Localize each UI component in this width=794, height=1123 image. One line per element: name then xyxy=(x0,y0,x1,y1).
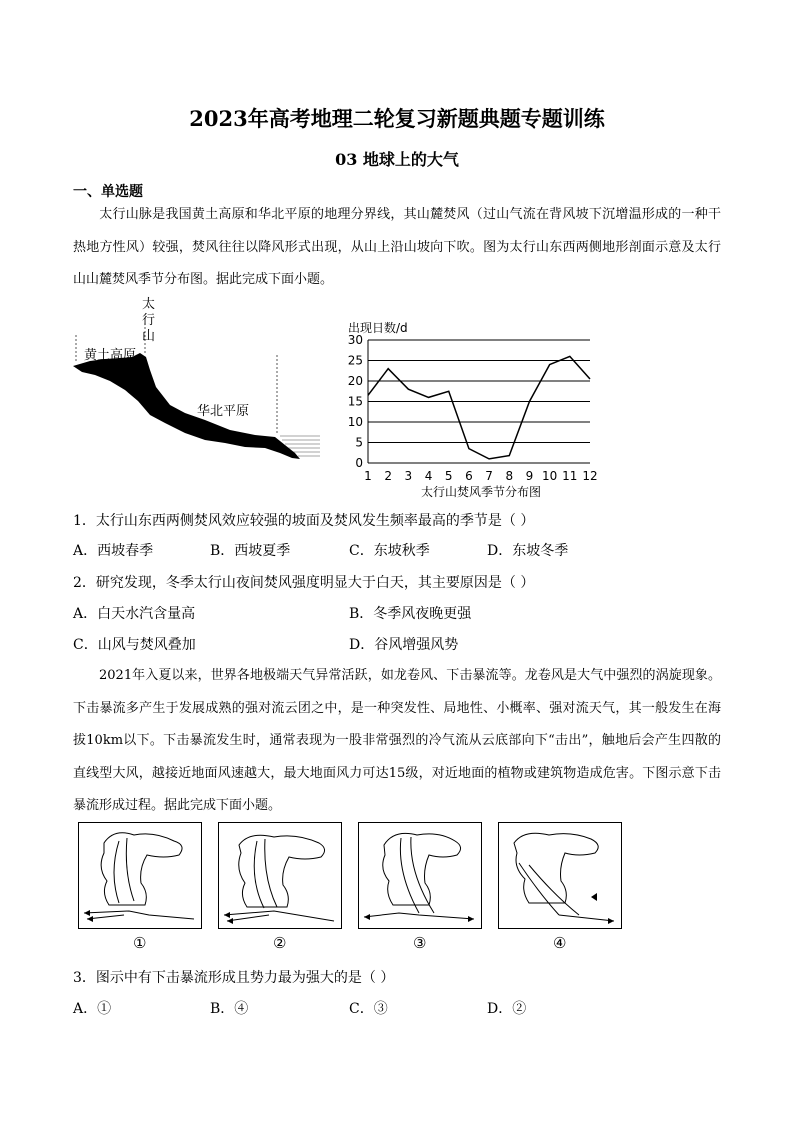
cloud-sketch-2 xyxy=(219,823,341,928)
chart-x-ticks xyxy=(364,469,597,483)
passage-downburst xyxy=(73,660,721,823)
chart-x-tick-label: 6 xyxy=(465,469,473,483)
downburst-panel-2 xyxy=(218,822,342,929)
chart-y-tick-label: 5 xyxy=(355,435,363,450)
panel-label-1: ① xyxy=(133,934,147,952)
chart-y-tick-label: 10 xyxy=(347,415,363,429)
page-subtitle: 03 地球上的大气 xyxy=(335,150,459,169)
chart-x-tick-label: 2 xyxy=(384,469,393,483)
q3-option-d[interactable]: D．② xyxy=(487,1001,527,1017)
section-heading: 一、单选题 xyxy=(73,184,143,200)
panel-label-3: ③ xyxy=(413,934,427,952)
q3-option-b[interactable]: B．④ xyxy=(210,1001,249,1017)
panel-label-2: ② xyxy=(273,934,287,952)
terrain-profile-diagram xyxy=(70,295,330,465)
chart-grid xyxy=(368,340,590,463)
question-1-stem: 1．太行山东西两侧焚风效应较强的坡面及焚风发生频率最高的季节是（ ） xyxy=(73,513,535,529)
cloud-sketch-4 xyxy=(499,823,621,928)
chart-y-ticks xyxy=(348,333,363,470)
label-shan: 山 xyxy=(142,329,156,344)
question-2-stem: 2．研究发现，冬季太行山夜间焚风强度明显大于白天，其主要原因是（ ） xyxy=(73,575,535,591)
chart-x-tick-label: 5 xyxy=(444,469,453,483)
chart-x-tick-label: 11 xyxy=(562,469,578,483)
chart-x-tick-label: 1 xyxy=(364,469,372,483)
q3-option-a[interactable]: A．① xyxy=(73,1001,112,1017)
chart-x-tick-label: 10 xyxy=(541,469,558,483)
downburst-panel-1 xyxy=(78,822,202,929)
chart-y-tick-label: 0 xyxy=(355,456,363,470)
chart-y-tick-label: 20 xyxy=(347,374,363,388)
chart-x-tick-label: 9 xyxy=(525,469,534,483)
q1-option-b[interactable]: B．西坡夏季 xyxy=(210,543,291,559)
chart-ylabel: 出现日数/d xyxy=(348,321,408,335)
chart-title: 太行山焚风季节分布图 xyxy=(420,485,542,499)
foehn-season-chart xyxy=(340,318,610,503)
chart-x-tick-label: 4 xyxy=(424,469,433,483)
chart-x-tick-label: 3 xyxy=(404,469,413,483)
downburst-figure xyxy=(78,822,623,957)
question-3-stem: 3．图示中有下击暴流形成且势力最为强大的是（ ） xyxy=(73,970,395,986)
q1-option-c[interactable]: C．东坡秋季 xyxy=(349,543,430,559)
q3-option-c[interactable]: C．③ xyxy=(349,1001,388,1017)
label-tai: 太 xyxy=(142,297,156,312)
q2-option-b[interactable]: B．冬季风夜晚更强 xyxy=(349,606,472,622)
downburst-panel-4 xyxy=(498,822,622,929)
chart-x-tick-label: 7 xyxy=(485,469,493,483)
chart-y-tick-label: 15 xyxy=(347,394,363,409)
chart-series-line xyxy=(368,356,590,459)
label-north-china-plain: 华北平原 xyxy=(197,404,250,419)
cloud-sketch-3 xyxy=(359,823,481,928)
q1-option-d[interactable]: D．东坡冬季 xyxy=(487,543,569,559)
q2-option-c[interactable]: C．山风与焚风叠加 xyxy=(73,637,196,653)
page-title: 2023年高考地理二轮复习新题典题专题训练 xyxy=(189,106,605,131)
chart-y-tick-label: 25 xyxy=(347,353,363,368)
q1-option-a[interactable]: A．西坡春季 xyxy=(73,543,154,559)
passage-taihang-text: 太行山脉是我国黄土高原和华北平原的地理分界线，其山麓焚风（过山气流在背风坡下沉增温形成的一种干热地方性风）较强，焚风往往以降风形式出现，从山上沿山坡向下吹。图为太行山东西两侧地形剖面示意及太行山山麓焚风季节分布图。据此完成下面小题。 xyxy=(73,207,721,287)
cloud-sketch-1 xyxy=(79,823,201,928)
label-loess-plateau: 黄土高原 xyxy=(84,348,137,363)
q2-option-a[interactable]: A．白天水汽含量高 xyxy=(73,606,196,622)
chart-x-tick-label: 8 xyxy=(505,469,514,483)
chart-x-tick-label: 12 xyxy=(582,469,598,483)
passage-downburst-text: 2021年入夏以来，世界各地极端天气异常活跃，如龙卷风、下击暴流等。龙卷风是大气中强烈的涡旋现象。下击暴流多产生于发展成熟的强对流云团之中，是一种突发性、局地性、小概率、强对流天气，其一般发生在海拔10km以下。下击暴流发生时，通常表现为一股非常强烈的冷气流从云底部向下“击出”，触地后会产生四散的直线型大风，越接近地面风速越大，最大地面风力可达15级，对近地面的植物或建筑物造成危害。下图示意下击暴流形成过程。据此完成下面小题。 xyxy=(73,668,721,813)
passage-taihang xyxy=(73,199,721,297)
mountain-silhouette xyxy=(73,353,300,459)
label-hang: 行 xyxy=(142,313,156,328)
chart-y-tick-label: 30 xyxy=(347,333,363,347)
panel-label-4: ④ xyxy=(553,934,567,952)
downburst-panel-3 xyxy=(358,822,482,929)
q2-option-d[interactable]: D．谷风增强风势 xyxy=(349,637,459,653)
